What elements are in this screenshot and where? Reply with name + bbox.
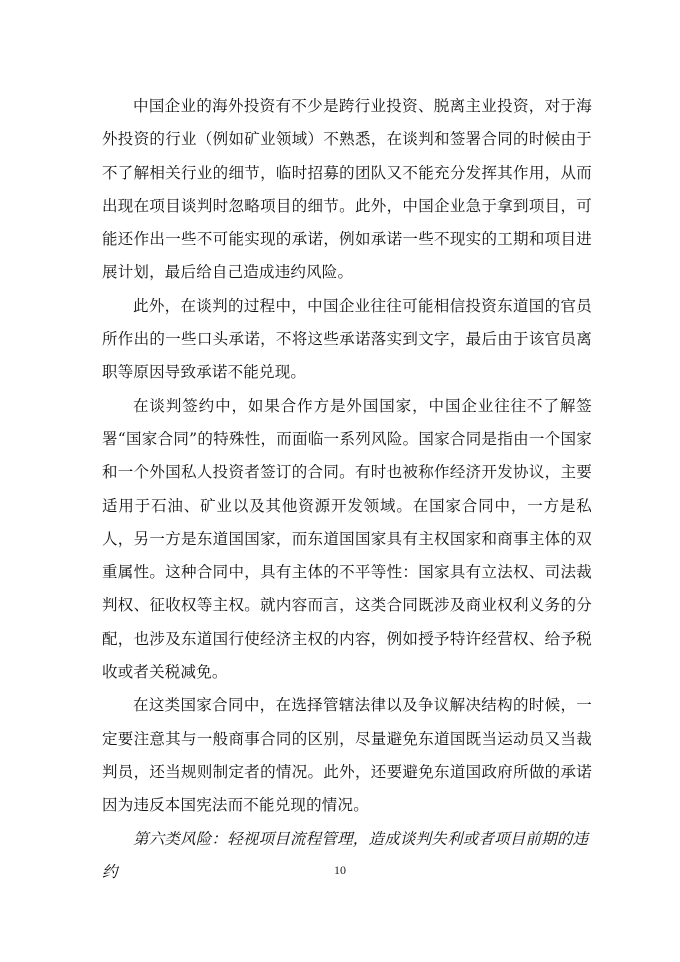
page-number: 10 bbox=[334, 863, 346, 877]
section-heading: 第六类风险：轻视项目流程管理，造成谈判失利或者项目前期的违约 bbox=[102, 829, 589, 881]
paragraph-3: 在谈判签约中，如果合作方是外国国家，中国企业往往不了解签署“国家合同”的特殊性，而面临一系列风险。国家合同是指由一个国家和一个外国私人投资者签订的合同。有时也被称作经济开发协议，主要适用于石油、矿业以及其他资源开发领域。在国家合同中，一方是私人，另一方是东道国国家，而东道国国家具有主权国家和商事主体的双重属性。这种合同中，具有主体的不平等性：国家具有立法权、司法裁判权、征收权等主权。就内容而言，这类合同既涉及商业权利义务的分配，也涉及东道国行使经济主权的内容，例如授予特许经营权、给予税收或者关税减免。 bbox=[102, 396, 592, 682]
paragraph-2: 此外，在谈判的过程中，中国企业往往可能相信投资东道国的官员所作出的一些口头承诺，不将这些承诺落实到文字，最后由于该官员离职等原因导致承诺不能兑现。 bbox=[102, 296, 592, 382]
paragraph-1: 中国企业的海外投资有不少是跨行业投资、脱离主业投资，对于海外投资的行业（例如矿业领域）不熟悉，在谈判和签署合同的时候由于不了解相关行业的细节，临时招募的团队又不能充分发挥其作用，从而出现在项目谈判时忽略项目的细节。此外，中国企业急于拿到项目，可能还作出一些不可能实现的承诺，例如承诺一些不现实的工期和项目进展计划，最后给自己造成违约风险。 bbox=[102, 97, 592, 282]
body-text bbox=[102, 90, 592, 889]
paragraph-4: 在这类国家合同中，在选择管辖法律以及争议解决结构的时候，一定要注意其与一般商事合同的区别，尽量避免东道国既当运动员又当裁判员，还当规则制定者的情况。此外，还要避免东道国政府所做的承诺因为违反本国宪法而不能兑现的情况。 bbox=[102, 696, 592, 815]
